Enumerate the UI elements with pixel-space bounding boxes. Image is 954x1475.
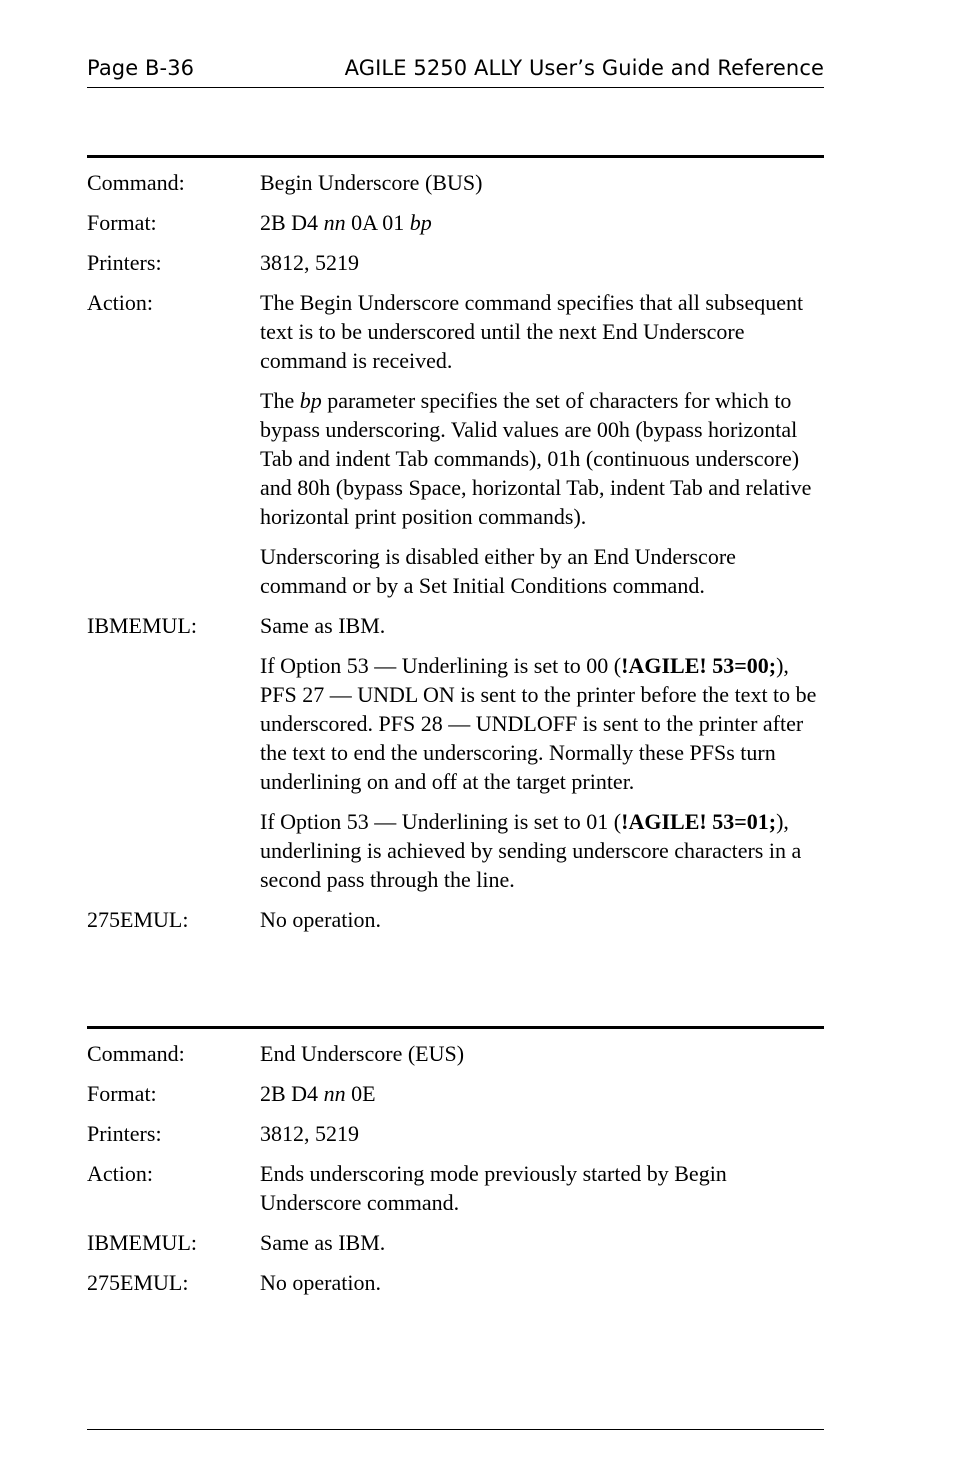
- ibmemul-label: IBMEMUL:: [87, 1230, 197, 1255]
- emul275-row: [87, 905, 824, 945]
- command-value: End Underscore (EUS): [260, 1041, 465, 1066]
- command-label: Command:: [87, 170, 185, 195]
- command-divider: [87, 155, 824, 158]
- command-label: Command:: [87, 1041, 185, 1066]
- command-entry-eus: [87, 1026, 824, 1308]
- format-label: Format:: [87, 210, 157, 235]
- format-value: 2B D4 nn 0A 01 bp: [260, 210, 432, 235]
- format-value: 2B D4 nn 0E: [260, 1081, 376, 1106]
- page-number: Page B-36: [87, 56, 195, 80]
- page-header: [87, 56, 824, 80]
- action-paragraph: Ends underscoring mode previously started by Begin Underscore command.: [260, 1161, 727, 1215]
- ibmemul-paragraph: If Option 53 — Underlining is set to 01 (!AGILE! 53=01;), underlining is achieved by sending underscore characters in a second pass through the line.: [260, 809, 802, 892]
- ibmemul-label: IBMEMUL:: [87, 613, 197, 638]
- footer-divider: [87, 1429, 824, 1430]
- command-divider: [87, 1026, 824, 1029]
- ibmemul-row: [87, 611, 824, 905]
- printers-row: [87, 248, 824, 288]
- emul275-value: No operation.: [260, 1270, 381, 1295]
- action-paragraph: The Begin Underscore command specifies that all subsequent text is to be underscored until the next End Underscore command is received.: [260, 290, 804, 373]
- ibmemul-row: [87, 1228, 824, 1268]
- format-label: Format:: [87, 1081, 157, 1106]
- command-row: [87, 168, 824, 208]
- emul275-row: [87, 1268, 824, 1308]
- printers-label: Printers:: [87, 250, 162, 275]
- command-value: Begin Underscore (BUS): [260, 170, 483, 195]
- action-paragraph: Underscoring is disabled either by an End Underscore command or by a Set Initial Conditions command.: [260, 544, 736, 598]
- format-row: [87, 1079, 824, 1119]
- ibmemul-paragraph: Same as IBM.: [260, 613, 386, 638]
- action-row: [87, 288, 824, 611]
- emul275-label: 275EMUL:: [87, 907, 189, 932]
- action-row: [87, 1159, 824, 1228]
- action-label: Action:: [87, 1161, 153, 1186]
- command-entry-bus: [87, 155, 824, 945]
- emul275-value: No operation.: [260, 907, 381, 932]
- document-title: AGILE 5250 ALLY User’s Guide and Reference: [344, 56, 824, 80]
- ibmemul-value: Same as IBM.: [260, 1230, 386, 1255]
- printers-row: [87, 1119, 824, 1159]
- printers-value: 3812, 5219: [260, 1121, 359, 1146]
- format-row: [87, 208, 824, 248]
- emul275-label: 275EMUL:: [87, 1270, 189, 1295]
- ibmemul-paragraph: If Option 53 — Underlining is set to 00 (!AGILE! 53=00;), PFS 27 — UNDL ON is sent to the printer before the text to be underscored. PFS 28 — UNDLOFF is sent to the printer after the text to end the underscoring. Normally these PFSs turn underlining on and off at the target printer.: [260, 653, 817, 794]
- command-row: [87, 1039, 824, 1079]
- printers-label: Printers:: [87, 1121, 162, 1146]
- header-divider: [87, 87, 824, 88]
- action-label: Action:: [87, 290, 153, 315]
- action-paragraph: The bp parameter specifies the set of characters for which to bypass underscoring. Valid values are 00h (bypass horizontal Tab and indent Tab commands), 01h (continuous underscore) and 80h (bypass Space, horizontal Tab, indent Tab and relative horizontal print position commands).: [260, 388, 812, 529]
- printers-value: 3812, 5219: [260, 250, 359, 275]
